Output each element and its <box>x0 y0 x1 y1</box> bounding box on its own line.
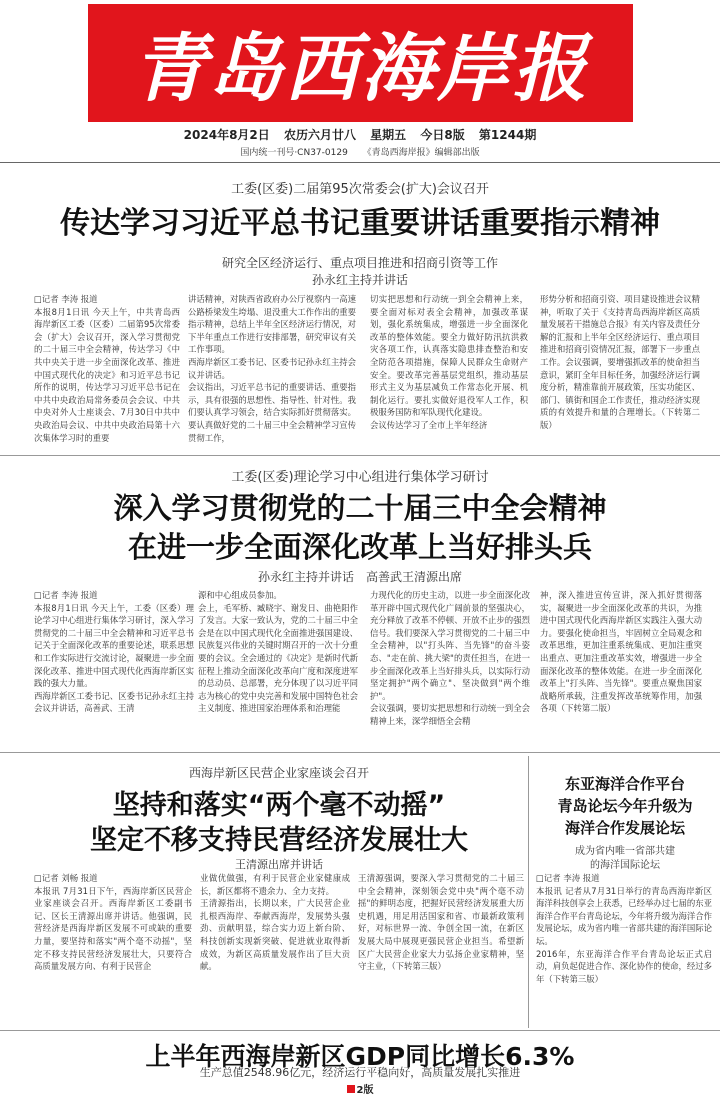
story1-column-text: □记者 李涛 报道 本报8月1日讯 今天上午，中共青岛西海岸新区工委（区委）二届第95次常委会（扩大）会议召开，深入学习贯彻党的二十届三中全会精神，传达学习《中共中央关于进一步全面深化改革、推进中国式现代化的决定》和习近平总书记所作的说明，传达学习习近平总书记在中共中央政治局常务委员会会议、中共中央对外人士座谈会、7月30日中共中央政治局会议、中共中央政治局第十六次集体学习时的重要 <box>34 294 180 443</box>
story1-headline: 传达学习习近平总书记重要讲话重要指示精神 <box>60 206 660 241</box>
publisher: 《青岛西海岸报》编辑部出版 <box>362 148 480 158</box>
story3-column-text: 王清源强调，要深入学习贯彻党的二十届三中全会精神，深刻领会党中央"两个毫不动摇"的鲜明态度，把握好民营经济发展重大历史机遇，用足用活国家和省、市最新政策利好，对标世界一流、争创全国一流，在新区发展大局中展现更强民营企业担当。希望新区广大民营企业家大力弘扬企业家精神，坚守主业，（下转第三版） <box>358 873 524 972</box>
story2-column <box>198 589 358 745</box>
dateline <box>0 126 720 143</box>
issue-date: 2024年8月2日 <box>183 128 270 142</box>
sidebar-headline-line1: 东亚海洋合作平台 <box>564 775 685 793</box>
story1-column-text: 讲话精神，对陕西省政府办公厅视察内一高速公路桥梁发生垮塌、退没重大工作作出的重要指示精神，总结上半年全区经济运行情况，对下半年重点工作进行安排部署，研究审议有关工作事项。 西海岸新区工委书记、区委书记孙永红主持会议并讲话。 会议指出，习近平总书记的重要讲话、重要指示，具有很强的思想性、指导性、针对性。我们要认真学习领会，结合实际抓好贯彻落实。要认真做好党的二十届三中全会精神学习宣传贯彻工作， <box>188 294 356 443</box>
publication-info <box>0 145 720 158</box>
sidebar-subheadline-line2: 的海洋国际论坛 <box>590 860 660 871</box>
story2-headline-line1: 深入学习贯彻党的二十届三中全会精神 <box>113 491 607 525</box>
story1-column-text: 切实把思想和行动统一到全会精神上来，要全面对标对表全会精神，加强改革谋划，强化系统集成，增强进一步全面深化改革的整体效能。要全力做好防汛抗洪救灾各项工作，认真落实隐患排查整治和安全防范各项措施，保障人民群众生命财产安全。要改革完善基层党组织，推动基层形式主义为基层减负工作常态化开展、机制化运行。要扎实做好退役军人工作，积极服务国防和军队现代化建设。 会议传达学习了全市上半年经济 <box>370 294 528 430</box>
story2-column-text: 神，深入推进宣传宣讲，深入抓好贯彻落实，凝聚进一步全面深化改革的共识，为推进中国式现代化西海岸新区实践注入强大动力。要强化使命担当，牢固树立全局观念和改革思维，更加注重系统集成、更加注重突出重点、更加注重改革实效，增强进一步全面深化改革的整体效能。在进一步全面深化改革上"打头阵、当先锋"。要重点聚焦国家战略所承载，注重发挥改革统筹作用，加强各项（下转第二版） <box>540 590 702 714</box>
story1-subheadline: 研究全区经济运行、重点项目推进和招商引资等工作 <box>221 256 498 270</box>
sidebar-headline-line2: 青岛论坛今年升级为 <box>557 797 693 815</box>
bottom-headline-gdp: GDP <box>345 1042 406 1071</box>
section-rule <box>0 1030 720 1031</box>
story3-column <box>34 872 192 1022</box>
story3-column-text: 业做优做强，有利于民营企业家健康成长，新区都将不遗余力、全力支持。 王清源指出，长期以来，广大民营企业扎根西海岸、奉献西海岸，发展势头强劲、贡献明显，综合实力迈上新台阶、科技创新实现新突破、促进就业取得新成效，为新区高质量发展作出了巨大贡献。 <box>200 873 350 972</box>
story1-kicker: 工委(区委)二届第95次常委会(扩大)会议召开 <box>231 182 489 197</box>
section-rule <box>0 752 720 753</box>
story2-kicker: 工委(区委)理论学习中心组进行集体学习研讨 <box>231 470 489 485</box>
story2-headline-line2: 在进一步全面深化改革上当好排头兵 <box>127 530 592 564</box>
story3-column-text: □记者 刘畅 报道 本报讯 7月31日下午，西海岸新区民营企业家座谈会召开。西海岸新区工委副书记、区长王清源出席并讲话。他强调，民营经济是西海岸新区发展不可或缺的重要力量，要坚持和落实"两个毫不动摇"，坚定不移支持民营经济发展壮大，只要符合高质量发展方向、有利于民营企 <box>34 873 192 972</box>
story2-column <box>34 589 194 745</box>
weekday: 星期五 <box>370 128 407 142</box>
masthead <box>88 4 633 122</box>
masthead-title: 青岛西海岸报 <box>132 26 589 112</box>
story1-column <box>188 293 356 449</box>
story3-column <box>200 872 350 1022</box>
page-count: 今日8版 <box>420 128 465 142</box>
sidebar-story <box>532 763 718 1024</box>
lunar-date: 农历六月廿八 <box>283 128 356 142</box>
column-divider <box>528 756 529 1028</box>
story3-headline-line2: 坚定不移支持民营经济发展壮大 <box>90 825 468 856</box>
story2-column-text: 力现代化的历史主动，以进一步全面深化改革开辟中国式现代化广阔前景的坚强决心，充分释放了改革不停顿、开放不止步的强烈信号。我们要深入学习贯彻党的二十届三中全会精神，以"打头阵、当先锋"的奋斗姿态、"走在前、挑大梁"的责任担当，在进一步全面深化改革上当好排头兵，以实际行动坚定拥护"两个确立"、坚决做到"两个维护"。 会议强调，要切实把思想和行动统一到全会精神上来，深学细悟全会精 <box>370 590 530 726</box>
story2-column-text: □记者 李涛 报道 本报8月1日讯 今天上午，工委（区委）理论学习中心组进行集体学习研讨，深入学习贯彻党的二十届三中全会精神和习近平总书记关于全面深化改革的重要论述，联系思想和工作实际进行交流讨论，凝聚进一步全面深化改革、推进中国式现代化西海岸新区实践的强大力量。 西海岸新区工委书记、区委书记孙永红主持会议并讲话，高善武、王清 <box>34 590 194 714</box>
issue-number: 第1244期 <box>478 128 537 142</box>
bottom-headline-prefix: 上半年西海岸新区 <box>145 1042 346 1071</box>
page-number: 2版 <box>356 1085 374 1096</box>
bottom-subheadline: 生产总值2548.96亿元，经济运行平稳向好，高质量发展扎实推进 <box>199 1066 521 1079</box>
bottom-headline-suffix: 同比增长 <box>405 1042 506 1071</box>
sidebar-headline-line3: 海洋合作发展论坛 <box>564 819 685 837</box>
page-footer <box>0 1081 720 1096</box>
sidebar-body-text: □记者 李涛 报道 本报讯 记者从7月31日举行的青岛西海岸新区海洋科技创享会上获悉，已经举办过七届的东亚海洋合作平台青岛论坛，今年将升级为海洋合作发展论坛，成为省内唯一省部共建的海洋国际论坛。 2016年，东亚海洋合作平台青岛论坛正式启动，肩负起促进合作、深化协作的使命，经过多年（下转第三版） <box>536 873 712 984</box>
story2-byline: 孙永红主持并讲话 高善武王清源出席 <box>257 570 462 584</box>
page-marker-icon <box>347 1085 355 1093</box>
story2-column <box>370 589 530 745</box>
story2-column <box>540 589 702 745</box>
section-rule <box>0 455 720 456</box>
story1-column <box>34 293 180 449</box>
story3-kicker: 西海岸新区民营企业家座谈会召开 <box>188 766 369 780</box>
story2-column-text: 源和中心组成员参加。 会上，毛军桥、臧晓宇、谢发日、曲艳阳作了发言。大家一致认为，党的二十届三中全会是在以中国式现代化全面推进强国建设、民族复兴伟业的关键时期召开的一次十分重要的会议。全会通过的《决定》是新时代新征程上推动全面深化改革向广度和深度进军的总动员、总部署，充分体现了以习近平同志为核心的党中央完善和发展中国特色社会主义制度、推进国家治理体系和治理能 <box>198 590 358 714</box>
story1-byline: 孙永红主持并讲话 <box>311 273 408 287</box>
story1-column-text: 形势分析和招商引资、项目建设推进会议精神，听取了关于《支持青岛西海岸新区高质量发展若干措施总合报》有关内容及责任分解的汇报和上半年全区经济运行、重点项目推进和招商引资情况汇报，部署下一步重点工作。会议强调，要增强抓改革的使命担当意识，紧盯全年目标任务，加强经济运行调度分析，精准靠前开展政策，压实功能区、部门、镇街和国企工作责任，推动经济实现质的有效提升和量的合理增长。（下转第二版） <box>540 294 700 430</box>
story3-column <box>358 872 524 1022</box>
story3-byline: 王清源出席并讲话 <box>235 858 323 871</box>
bottom-headline-value: 6.3% <box>505 1042 575 1071</box>
issn-code: 国内统一刊号·CN37-0129 <box>240 148 348 158</box>
story1-column <box>370 293 528 449</box>
header-rule <box>0 162 720 163</box>
sidebar-body <box>536 872 712 1022</box>
story1-column <box>540 293 700 449</box>
sidebar-subheadline-line1: 成为省内唯一省部共建 <box>575 846 675 857</box>
story3-headline-line1: 坚持和落实“两个毫不动摇” <box>112 790 446 821</box>
